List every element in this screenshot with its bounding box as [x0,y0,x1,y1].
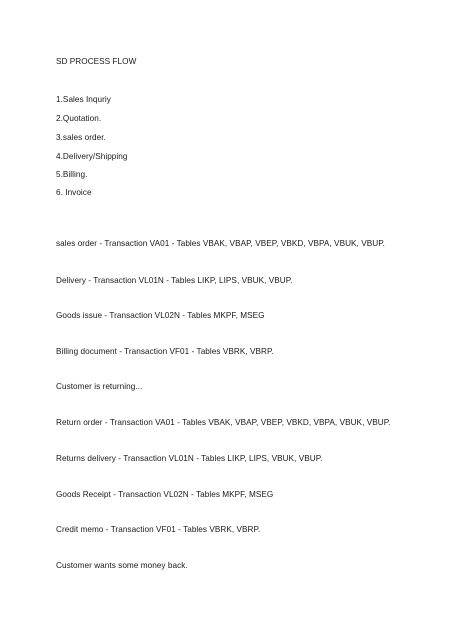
paragraph-credit-memo: Credit memo - Transaction VF01 - Tables VBRK, VBRP. [56,525,261,534]
step-item-sales-inquiry: 1.Sales Inquriy [56,95,111,104]
step-item-billing: 5.Billing. [56,170,88,179]
paragraph-billing-document: Billing document - Transaction VF01 - Tables VBRK, VBRP. [56,347,274,356]
step-item-delivery-shipping: 4.Delivery/Shipping [56,152,128,161]
paragraph-customer-returning: Customer is returning... [56,382,143,391]
paragraph-customer-money-back: Customer wants some money back. [56,561,188,570]
paragraph-return-order: Return order - Transaction VA01 - Tables VBAK, VBAP, VBEP, VBKD, VBPA, VBUK, VBUP. [56,418,391,427]
paragraph-delivery: Delivery - Transaction VL01N - Tables LIKP, LIPS, VBUK, VBUP. [56,276,293,285]
paragraph-sales-order: sales order - Transaction VA01 - Tables VBAK, VBAP, VBEP, VBKD, VBPA, VBUK, VBUP. [56,239,385,248]
step-item-sales-order: 3.sales order. [56,133,106,142]
step-item-quotation: 2.Quotation. [56,114,102,123]
document-title: SD PROCESS FLOW [56,57,137,66]
paragraph-goods-issue: Goods issue - Transaction VL02N - Tables MKPF, MSEG [56,311,265,320]
paragraph-goods-receipt: Goods Receipt - Transaction VL02N - Tables MKPF, MSEG [56,490,274,499]
paragraph-returns-delivery: Returns delivery - Transaction VL01N - Tables LIKP, LIPS, VBUK, VBUP. [56,454,323,463]
step-item-invoice: 6. Invoice [56,188,92,197]
